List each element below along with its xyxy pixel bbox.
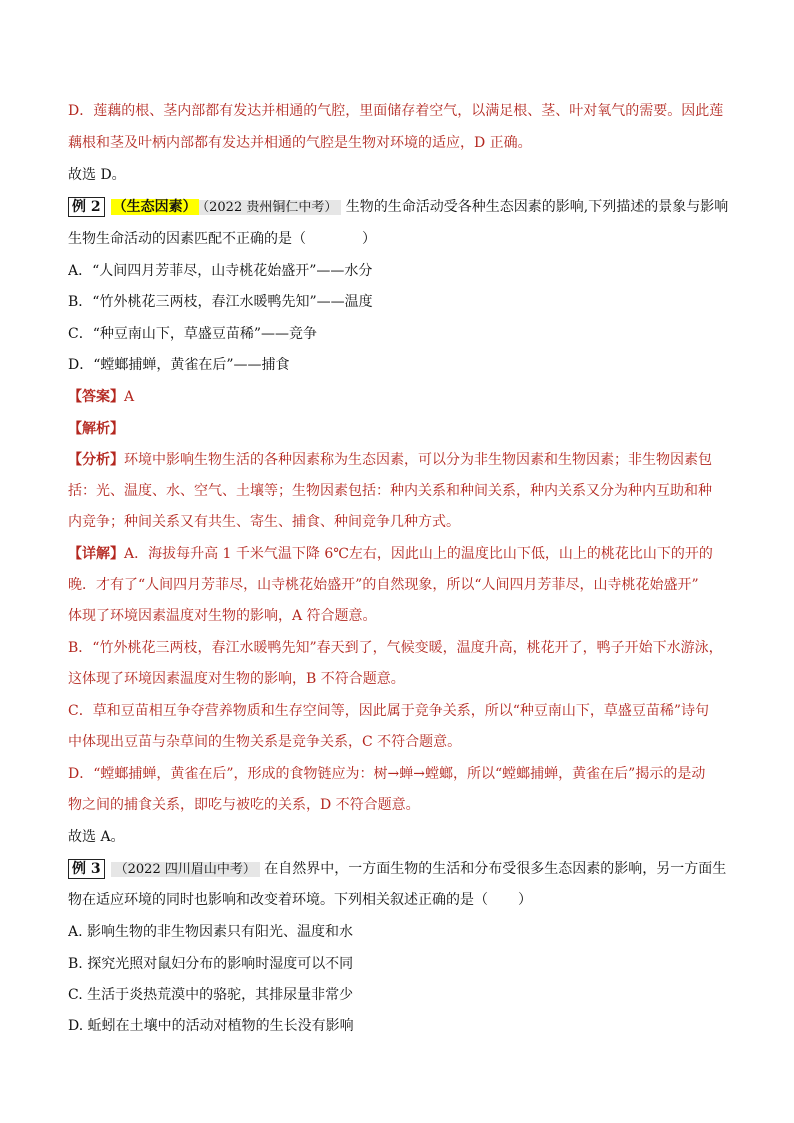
fenxi-line3: 内竞争；种间关系又有共生、寄生、捕食、种间竞争几种方式。: [68, 514, 460, 530]
xiangjie-a-line3: 体现了环境因素温度对生物的影响，A 符合题意。: [68, 608, 377, 624]
fenxi-line1: [68, 450, 734, 470]
example2-question-line2: [68, 229, 734, 249]
example2-question-line1: [68, 197, 734, 218]
example2-topic: （生态因素）: [112, 199, 197, 215]
xiangjie-d-line1: [68, 764, 734, 784]
example3-question-line1: [68, 859, 734, 880]
fenxi-label: 【分析】: [68, 452, 124, 468]
answer-value: A: [124, 389, 135, 405]
example3-option-c: C. 生活于炎热荒漠中的骆驼，其排尿量非常少: [68, 987, 354, 1003]
xiangjie-d-line2: 物之间的捕食关系，即吃与被吃的关系，D 不符合题意。: [68, 797, 420, 813]
analysis-label: 【解析】: [68, 421, 124, 437]
fenxi-text1: 环境中影响生物生活的各种因素称为生态因素，可以分为非生物因素和生物因素；非生物因素包: [124, 452, 712, 468]
prev-option-d-line1: D．莲藕的根、茎内部都有发达并相通的气腔，里面储存着空气，以满足根、茎、叶对氧气的需要。因此莲: [68, 103, 724, 119]
xj-c1-pre: C．草和豆苗相互争夺营养物质和生存空间等，因此属于竞争关系，所以: [68, 703, 513, 719]
example2-option-d: D．“螳螂捕蝉，黄雀在后”——捕食: [68, 357, 290, 373]
example3-tag: 例 3: [68, 859, 105, 879]
xj-c1-poem: “种豆南山下，草盛豆苗稀”: [512, 703, 682, 719]
example3-question-text: 在自然界中，一方面生物的生活和分布受很多生态因素的影响，另一方面生: [264, 861, 727, 877]
example3-option-a: A. 影响生物的非生物因素只有阳光、温度和水: [68, 924, 354, 940]
example3-question-text2: 物在适应环境的同时也影响和改变着环境。下列相关叙述正确的是（: [68, 892, 488, 908]
example2-question-text2: 生物生命活动的因素匹配不正确的是（: [68, 231, 306, 247]
xj-a2-pre: 晚．才有了: [68, 577, 138, 593]
xiangjie-b-line2: 这体现了环境因素温度对生物的影响，B 不符合题意。: [68, 671, 405, 687]
example2-conclusion: 故选 A。: [68, 829, 125, 845]
example3-option-d: D. 蚯蚓在土壤中的活动对植物的生长没有影响: [68, 1018, 354, 1034]
xj-d1-poem: D．“螳螂捕蝉，黄雀在后”: [68, 766, 234, 782]
example2-answer: [68, 387, 734, 407]
xj-c1-rest: 诗句: [681, 703, 710, 719]
example2-tag: 例 2: [68, 197, 105, 217]
xiangjie-c-line1: [68, 701, 734, 721]
xj-a2-poem2: “人间四月芳菲尽，山寺桃花始盛开”: [474, 577, 699, 593]
example2-option-a: A．“人间四月芳菲尽，山寺桃花始盛开”——水分: [68, 263, 373, 279]
answer-label: 【答案】: [68, 389, 124, 405]
xj-a2-mid: 的自然现象，所以: [362, 577, 475, 593]
example2-option-b: B．“竹外桃花三两枝，春江水暖鸭先知”——温度: [68, 294, 373, 310]
xiangjie-a-line2: [68, 575, 734, 595]
prev-conclusion: 故选 D。: [68, 167, 126, 183]
xj-d1-rest: ，形成的食物链应为：树→蝉→螳螂，所以“螳螂捕蝉，黄雀在后”揭示的是动: [233, 766, 706, 782]
example3-question-line2: [68, 890, 734, 910]
xiangjie-a-line1: [68, 544, 734, 564]
example2-question-text: 生物的生命活动受各种生态因素的影响,下列描述的景象与影响: [345, 199, 729, 215]
xiangjie-a-text1: A．海拔每升高 1 千米气温下降 6℃左右，因此山上的温度比山下低，山上的桃花比山下的开的: [124, 546, 713, 562]
example3-option-b: B. 探究光照对鼠妇分布的影响时湿度可以不同: [68, 956, 354, 972]
xiangjie-label: 【详解】: [68, 546, 124, 562]
fenxi-line2: 括：光、温度、水、空气、土壤等；生物因素包括：种内关系和种间关系，种内关系又分为种内互助和种: [68, 483, 712, 499]
xiangjie-b-line1: [68, 638, 734, 658]
paren-close: ）: [518, 892, 532, 908]
prev-option-d-line2: 藕根和茎及叶柄内部都有发达并相通的气腔是生物对环境的适应，D 正确。: [68, 135, 532, 151]
example3-source: （2022 四川眉山中考）: [111, 862, 260, 877]
paren-close: ）: [362, 231, 376, 247]
example2-option-c: C．“种豆南山下，草盛豆苗稀”——竞争: [68, 326, 318, 342]
xj-b1-rest: 春天到了，气候变暖，温度升高，桃花开了，鸭子开始下水游泳，: [316, 640, 723, 656]
example2-source: （2022 贵州铜仁中考）: [199, 200, 342, 215]
xj-b1-poem: B．“竹外桃花三两枝，春江水暖鸭先知”: [68, 640, 317, 656]
xj-a2-poem1: “人间四月芳菲尽，山寺桃花始盛开”: [138, 577, 363, 593]
xiangjie-c-line2: 中体现出豆苗与杂草间的生物关系是竞争关系，C 不符合题意。: [68, 734, 462, 750]
